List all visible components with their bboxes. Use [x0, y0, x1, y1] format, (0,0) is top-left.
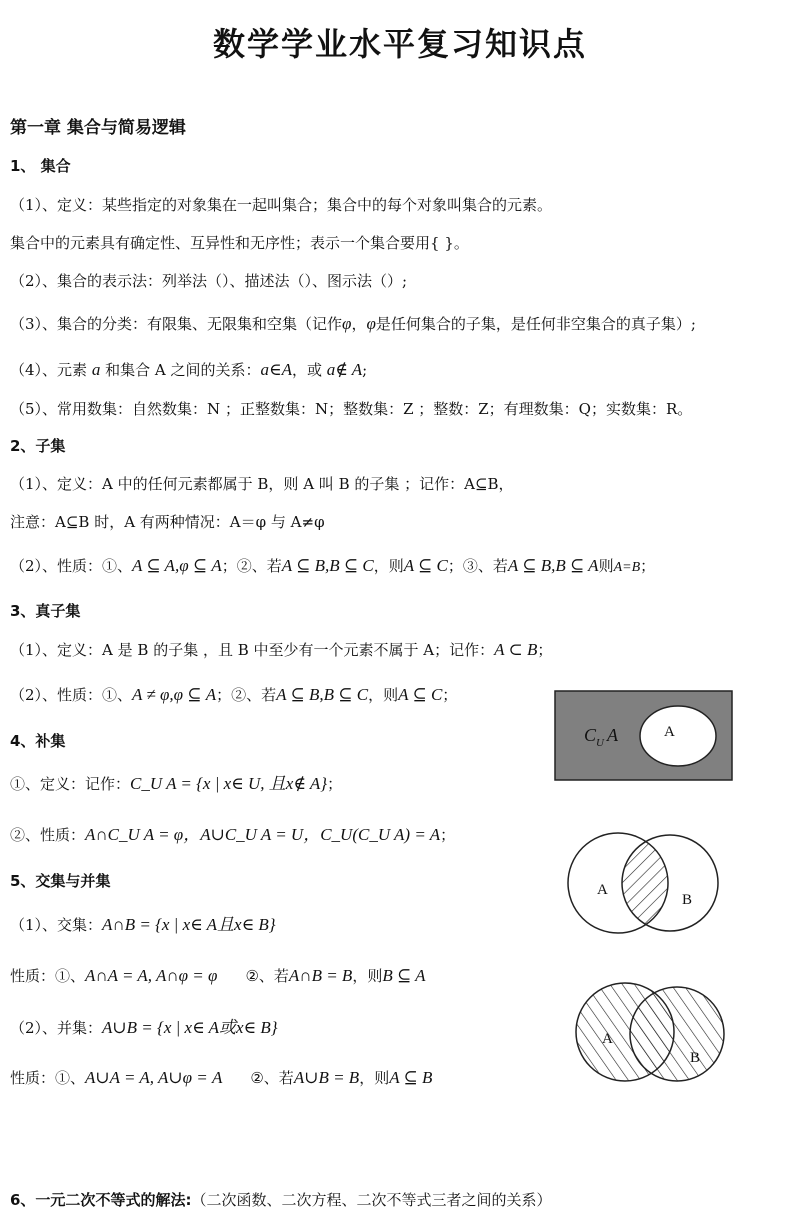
subset-definition-line: （1）、定义：A 中的任何元素都属于 B，则 A 叫 B 的子集 ；记作：A⊆B，: [10, 475, 514, 493]
complement-diagram: [554, 690, 734, 782]
intersection-diagram: [562, 828, 728, 938]
intersection-label-a: A: [597, 882, 608, 898]
section-3-heading: 3、真子集: [10, 602, 81, 620]
union-diagram: [570, 980, 730, 1086]
union-label-b: B: [690, 1050, 701, 1066]
set-a-ellipse: [640, 706, 716, 766]
section-6-line: 6、一元二次不等式的解法:（二次函数、二次方程、二次不等式三者之间的关系）: [10, 1191, 552, 1209]
section-2-heading: 2、子集: [10, 437, 66, 455]
intersection-definition-line: （1）、交集：A∩B = {x | x∈ A且x∈ B}: [10, 915, 276, 934]
set-classification-line: （3）、集合的分类：有限集、无限集和空集（记作φ，φ是任何集合的子集，是任何非空集合的真子集）;: [10, 314, 696, 333]
section-4-heading: 4、补集: [10, 732, 66, 750]
number-sets-line: （5）、常用数集：自然数集：N ；正整数集：N；整数集：Z ；整数：Z；有理数集：Q；实数集：R。: [10, 400, 693, 418]
subset-note-line: 注意：A⊆B 时，A 有两种情况：A＝φ 与 A≠φ: [10, 513, 325, 531]
complement-definition-line: ①、定义：记作：C_U A = {x | x∈ U, 且x∉ A}；: [10, 774, 343, 793]
set-definition-line: （1）、定义：某些指定的对象集在一起叫集合；集合中的每个对象叫集合的元素。: [10, 196, 553, 214]
section-1-heading: 1、 集合: [10, 157, 71, 175]
set-representation-line: （2）、集合的表示法：列举法（）、描述法（）、图示法（）;: [10, 272, 408, 290]
set-properties-line: 集合中的元素具有确定性、互异性和无序性；表示一个集合要用{ }。: [10, 234, 469, 252]
union-definition-line: （2）、并集：A∪B = {x | x∈ A或x∈ B}: [10, 1018, 278, 1037]
subset-properties-line: （2）、性质：①、A ⊆ A,φ ⊆ A；②、若A ⊆ B,B ⊆ C，则A ⊆ C；③、若A ⊆ B,B ⊆ A则A=B；: [10, 556, 656, 575]
chapter-heading: 第一章 集合与简易逻辑: [10, 118, 186, 138]
section-5-heading: 5、交集与并集: [10, 872, 111, 890]
union-label-a: A: [602, 1031, 613, 1047]
page-title: 数学学业水平复习知识点: [212, 25, 587, 63]
complement-label-cu: $C_U$ A: [584, 725, 618, 749]
complement-properties-line: ②、性质：A∩C_U A = φ，A∪C_U A = U，C_U(C_U A) = A；: [10, 825, 456, 844]
proper-subset-properties-line: （2）、性质：①、A ≠ φ,φ ⊆ A；②、若A ⊆ B,B ⊆ C，则A ⊆ C；: [10, 685, 458, 704]
proper-subset-definition-line: （1）、定义：A 是 B 的子集 ，且 B 中至少有一个元素不属于 A；记作：A ⊂ B；: [10, 640, 553, 659]
intersection-properties-line: 性质：①、A∩A = A, A∩φ = φ ②、若A∩B = B，则B ⊆ A: [10, 966, 426, 985]
element-relation-line: （4）、元素 a 和集合 A 之间的关系：a∈A，或 a∉ A;: [10, 360, 368, 379]
complement-label-a: A: [664, 724, 675, 740]
intersection-label-b: B: [682, 892, 693, 908]
union-properties-line: 性质：①、A∪A = A, A∪φ = A ②、若A∪B = B，则A ⊆ B: [10, 1068, 433, 1087]
